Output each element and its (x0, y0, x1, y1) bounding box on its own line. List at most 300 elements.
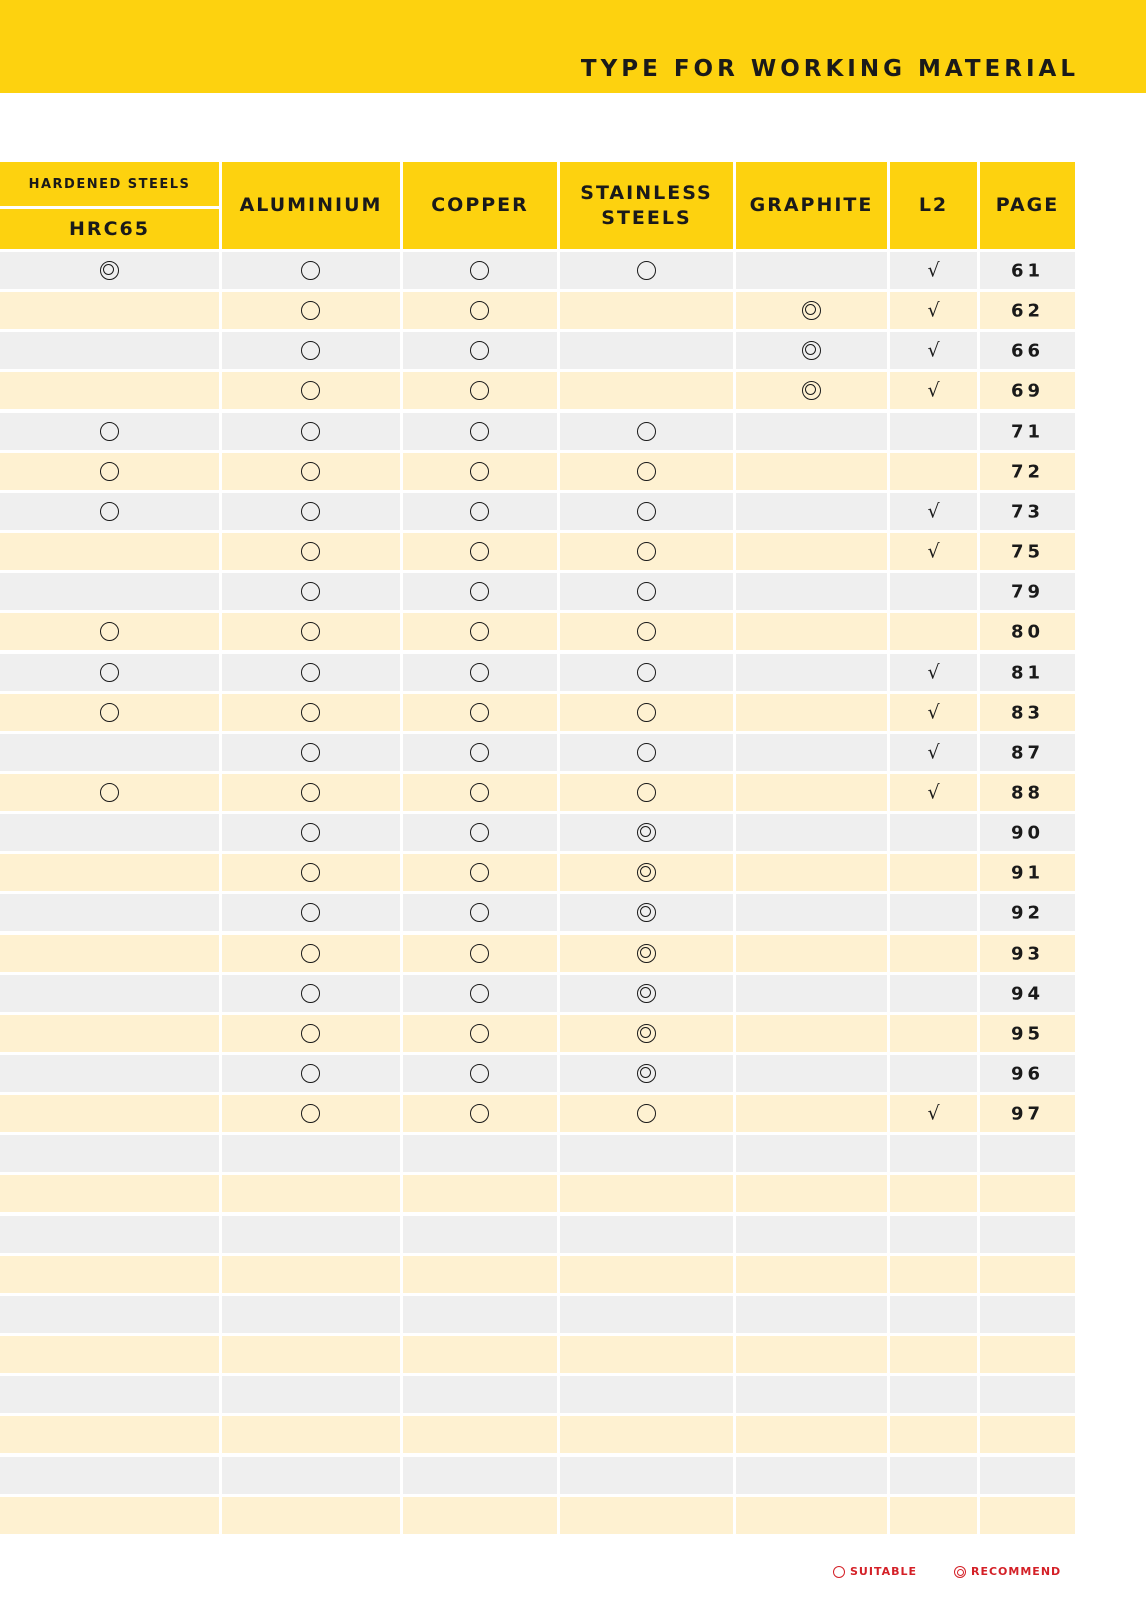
suitable-icon (470, 1104, 489, 1123)
cell-hrc65 (0, 613, 219, 650)
cell-page (980, 613, 1075, 650)
recommend-icon (637, 823, 656, 842)
cell-l2 (890, 814, 977, 851)
cell-graphite (736, 453, 887, 490)
suitable-icon (470, 1064, 489, 1083)
empty-table-row (0, 1376, 1146, 1413)
cell-stainless (560, 654, 733, 691)
cell-l2 (890, 413, 977, 450)
suitable-icon (470, 903, 489, 922)
page-number: 88 (1010, 782, 1045, 803)
empty-table-row (0, 1175, 1146, 1212)
cell-aluminium (222, 573, 400, 610)
cell-aluminium (222, 654, 400, 691)
cell-hrc65 (0, 1095, 219, 1132)
cell-aluminium (222, 894, 400, 931)
table-row (0, 935, 1146, 972)
cell-page (980, 935, 1075, 972)
page-number: 62 (1010, 300, 1045, 321)
cell-copper (403, 1296, 557, 1333)
col-header-copper: COPPER (403, 162, 557, 249)
check-icon: √ (927, 701, 940, 723)
cell-graphite (736, 774, 887, 811)
cell-copper (403, 734, 557, 771)
cell-hrc65 (0, 1175, 219, 1212)
cell-copper (403, 1497, 557, 1534)
cell-l2 (890, 1175, 977, 1212)
suitable-icon (100, 502, 119, 521)
page-number: 75 (1010, 541, 1045, 562)
cell-graphite (736, 252, 887, 289)
empty-table-row (0, 1296, 1146, 1333)
cell-page (980, 332, 1075, 369)
suitable-icon (470, 1024, 489, 1043)
cell-l2 (890, 774, 977, 811)
recommend-icon (100, 261, 119, 280)
cell-aluminium (222, 372, 400, 409)
empty-table-row (0, 1336, 1146, 1373)
cell-graphite (736, 573, 887, 610)
suitable-icon (470, 703, 489, 722)
col-header-aluminium: ALUMINIUM (222, 162, 400, 249)
suitable-icon (637, 422, 656, 441)
table-row (0, 734, 1146, 771)
col-header-l2: L2 (890, 162, 977, 249)
suitable-icon (470, 502, 489, 521)
suitable-icon (637, 542, 656, 561)
legend-suitable-label: SUITABLE (850, 1565, 918, 1578)
legend-recommend (954, 1565, 1061, 1578)
cell-stainless (560, 694, 733, 731)
cell-l2 (890, 734, 977, 771)
cell-graphite (736, 1376, 887, 1413)
col-header-graphite: GRAPHITE (736, 162, 887, 249)
suitable-icon (470, 381, 489, 400)
suitable-icon (301, 823, 320, 842)
cell-hrc65 (0, 694, 219, 731)
page-number: 83 (1010, 702, 1045, 723)
empty-table-row (0, 1216, 1146, 1253)
table-row (0, 975, 1146, 1012)
cell-copper (403, 694, 557, 731)
cell-copper (403, 1135, 557, 1172)
page-number: 61 (1010, 260, 1045, 281)
page-number: 92 (1010, 902, 1045, 923)
cell-stainless (560, 734, 733, 771)
recommend-icon (637, 944, 656, 963)
empty-table-row (0, 1135, 1146, 1172)
cell-graphite (736, 1135, 887, 1172)
cell-aluminium (222, 1055, 400, 1092)
cell-hrc65 (0, 814, 219, 851)
table-row (0, 774, 1146, 811)
page-number: 87 (1010, 742, 1045, 763)
check-icon: √ (927, 661, 940, 683)
cell-aluminium (222, 252, 400, 289)
suitable-icon (470, 663, 489, 682)
table-row (0, 694, 1146, 731)
suitable-icon (470, 301, 489, 320)
cell-graphite (736, 1015, 887, 1052)
cell-l2 (890, 1216, 977, 1253)
cell-aluminium (222, 1336, 400, 1373)
suitable-icon (470, 462, 489, 481)
recommend-icon (637, 863, 656, 882)
cell-graphite (736, 1095, 887, 1132)
cell-graphite (736, 332, 887, 369)
recommend-icon (802, 301, 821, 320)
cell-stainless (560, 854, 733, 891)
cell-graphite (736, 1497, 887, 1534)
cell-copper (403, 1457, 557, 1494)
cell-copper (403, 774, 557, 811)
legend-recommend-label: RECOMMEND (971, 1565, 1062, 1578)
table-row (0, 413, 1146, 450)
suitable-icon (637, 663, 656, 682)
cell-stainless (560, 1497, 733, 1534)
cell-hrc65 (0, 332, 219, 369)
cell-hrc65 (0, 1296, 219, 1333)
cell-hrc65 (0, 734, 219, 771)
cell-stainless (560, 493, 733, 530)
table-row (0, 372, 1146, 409)
table-row (0, 654, 1146, 691)
cell-page (980, 1175, 1075, 1212)
empty-table-row (0, 1256, 1146, 1293)
cell-copper (403, 1175, 557, 1212)
empty-table-row (0, 1416, 1146, 1453)
cell-aluminium (222, 533, 400, 570)
cell-hrc65 (0, 975, 219, 1012)
suitable-icon (301, 422, 320, 441)
check-icon: √ (927, 259, 940, 281)
cell-aluminium (222, 292, 400, 329)
cell-hrc65 (0, 1055, 219, 1092)
table-row (0, 332, 1146, 369)
cell-stainless (560, 1015, 733, 1052)
cell-stainless (560, 935, 733, 972)
cell-stainless (560, 1216, 733, 1253)
suitable-icon (301, 863, 320, 882)
cell-aluminium (222, 1216, 400, 1253)
cell-graphite (736, 292, 887, 329)
cell-page (980, 1216, 1075, 1253)
check-icon: √ (927, 781, 940, 803)
page-number: 72 (1010, 461, 1045, 482)
page-number: 96 (1010, 1063, 1045, 1084)
cell-copper (403, 1376, 557, 1413)
page-number: 79 (1010, 581, 1045, 602)
cell-graphite (736, 1055, 887, 1092)
cell-page (980, 1296, 1075, 1333)
suitable-icon (470, 582, 489, 601)
cell-graphite (736, 1336, 887, 1373)
cell-graphite (736, 1256, 887, 1293)
cell-hrc65 (0, 453, 219, 490)
cell-stainless (560, 372, 733, 409)
cell-copper (403, 573, 557, 610)
suitable-icon (301, 582, 320, 601)
table-row (0, 1095, 1146, 1132)
cell-page (980, 1015, 1075, 1052)
cell-graphite (736, 894, 887, 931)
table-row (0, 493, 1146, 530)
recommend-icon (637, 903, 656, 922)
cell-copper (403, 1055, 557, 1092)
cell-graphite (736, 1216, 887, 1253)
cell-l2 (890, 1015, 977, 1052)
cell-stainless (560, 814, 733, 851)
cell-hrc65 (0, 372, 219, 409)
cell-aluminium (222, 413, 400, 450)
cell-page (980, 453, 1075, 490)
cell-hrc65 (0, 854, 219, 891)
cell-l2 (890, 1457, 977, 1494)
cell-stainless (560, 252, 733, 289)
cell-page (980, 372, 1075, 409)
cell-copper (403, 854, 557, 891)
cell-graphite (736, 1416, 887, 1453)
suitable-icon (470, 422, 489, 441)
page-number: 97 (1010, 1103, 1045, 1124)
cell-graphite (736, 413, 887, 450)
cell-l2 (890, 1416, 977, 1453)
suitable-icon (637, 622, 656, 641)
table-row (0, 613, 1146, 650)
col-header-stainless-steels: STAINLESS STEELS (560, 162, 733, 249)
cell-page (980, 894, 1075, 931)
recommend-icon (802, 341, 821, 360)
suitable-icon (470, 542, 489, 561)
cell-graphite (736, 533, 887, 570)
cell-page (980, 654, 1075, 691)
recommend-icon (802, 381, 821, 400)
suitable-icon (637, 582, 656, 601)
cell-aluminium (222, 493, 400, 530)
cell-copper (403, 252, 557, 289)
cell-hrc65 (0, 1376, 219, 1413)
cell-l2 (890, 935, 977, 972)
page-number: 66 (1010, 340, 1045, 361)
cell-stainless (560, 573, 733, 610)
cell-hrc65 (0, 573, 219, 610)
cell-page (980, 1376, 1075, 1413)
cell-l2 (890, 533, 977, 570)
cell-stainless (560, 1095, 733, 1132)
cell-stainless (560, 1336, 733, 1373)
cell-graphite (736, 694, 887, 731)
cell-l2 (890, 1296, 977, 1333)
check-icon: √ (927, 379, 940, 401)
cell-l2 (890, 372, 977, 409)
cell-copper (403, 975, 557, 1012)
page-title: TYPE FOR WORKING MATERIAL (580, 56, 1079, 82)
cell-hrc65 (0, 1135, 219, 1172)
cell-graphite (736, 372, 887, 409)
cell-page (980, 1135, 1075, 1172)
cell-graphite (736, 1175, 887, 1212)
cell-l2 (890, 694, 977, 731)
cell-stainless (560, 453, 733, 490)
recommend-icon (637, 1064, 656, 1083)
cell-page (980, 1416, 1075, 1453)
cell-aluminium (222, 935, 400, 972)
page-number: 69 (1010, 380, 1045, 401)
suitable-icon (637, 703, 656, 722)
table-row (0, 292, 1146, 329)
cell-aluminium (222, 694, 400, 731)
cell-aluminium (222, 1376, 400, 1413)
cell-l2 (890, 1055, 977, 1092)
cell-stainless (560, 774, 733, 811)
table-row (0, 252, 1146, 289)
cell-hrc65 (0, 1457, 219, 1494)
cell-page (980, 533, 1075, 570)
suitable-icon (301, 381, 320, 400)
check-icon: √ (927, 540, 940, 562)
page-number: 71 (1010, 421, 1045, 442)
page-number: 80 (1010, 621, 1045, 642)
cell-copper (403, 372, 557, 409)
cell-l2 (890, 1135, 977, 1172)
check-icon: √ (927, 299, 940, 321)
cell-page (980, 292, 1075, 329)
cell-stainless (560, 1376, 733, 1413)
cell-aluminium (222, 1497, 400, 1534)
table-row (0, 1055, 1146, 1092)
cell-stainless (560, 1256, 733, 1293)
cell-graphite (736, 814, 887, 851)
cell-hrc65 (0, 292, 219, 329)
suitable-icon (301, 261, 320, 280)
cell-stainless (560, 1457, 733, 1494)
cell-graphite (736, 975, 887, 1012)
page-number: 95 (1010, 1023, 1045, 1044)
cell-stainless (560, 1296, 733, 1333)
cell-aluminium (222, 1175, 400, 1212)
table-row (0, 573, 1146, 610)
cell-stainless (560, 413, 733, 450)
cell-copper (403, 292, 557, 329)
check-icon: √ (927, 741, 940, 763)
cell-stainless (560, 613, 733, 650)
cell-stainless (560, 975, 733, 1012)
cell-page (980, 1497, 1075, 1534)
suitable-icon (100, 422, 119, 441)
cell-stainless (560, 292, 733, 329)
cell-graphite (736, 1296, 887, 1333)
cell-stainless (560, 1175, 733, 1212)
suitable-icon (301, 622, 320, 641)
suitable-icon (301, 1064, 320, 1083)
table-row (0, 1015, 1146, 1052)
cell-page (980, 573, 1075, 610)
cell-hrc65 (0, 1216, 219, 1253)
suitable-icon (301, 1104, 320, 1123)
suitable-icon (470, 341, 489, 360)
cell-stainless (560, 1055, 733, 1092)
check-icon: √ (927, 339, 940, 361)
cell-copper (403, 935, 557, 972)
page-number: 90 (1010, 822, 1045, 843)
cell-stainless (560, 894, 733, 931)
cell-copper (403, 1015, 557, 1052)
cell-page (980, 1457, 1075, 1494)
cell-page (980, 493, 1075, 530)
cell-l2 (890, 1376, 977, 1413)
cell-page (980, 854, 1075, 891)
cell-graphite (736, 935, 887, 972)
suitable-icon (301, 542, 320, 561)
cell-copper (403, 453, 557, 490)
cell-page (980, 252, 1075, 289)
suitable-icon (100, 783, 119, 802)
cell-aluminium (222, 1256, 400, 1293)
col-header-hrc65: HRC65 (0, 209, 219, 249)
suitable-icon (470, 743, 489, 762)
suitable-icon (301, 944, 320, 963)
suitable-icon (637, 261, 656, 280)
suitable-icon (100, 703, 119, 722)
cell-l2 (890, 854, 977, 891)
cell-aluminium (222, 453, 400, 490)
cell-copper (403, 654, 557, 691)
cell-copper (403, 1336, 557, 1373)
suitable-icon (301, 462, 320, 481)
suitable-icon (301, 301, 320, 320)
table-row (0, 814, 1146, 851)
cell-l2 (890, 1095, 977, 1132)
suitable-icon (470, 823, 489, 842)
cell-hrc65 (0, 1256, 219, 1293)
cell-copper (403, 533, 557, 570)
suitable-icon (637, 783, 656, 802)
suitable-icon (637, 1104, 656, 1123)
empty-table-row (0, 1497, 1146, 1534)
suitable-icon (301, 663, 320, 682)
cell-l2 (890, 252, 977, 289)
cell-l2 (890, 975, 977, 1012)
cell-page (980, 1256, 1075, 1293)
col-header-hardened-steels: HARDENED STEELS (0, 162, 219, 206)
page-number: 73 (1010, 501, 1045, 522)
suitable-icon (470, 783, 489, 802)
cell-aluminium (222, 1296, 400, 1333)
suitable-icon (301, 984, 320, 1003)
cell-hrc65 (0, 413, 219, 450)
cell-l2 (890, 493, 977, 530)
legend-suitable (833, 1565, 917, 1578)
cell-aluminium (222, 332, 400, 369)
cell-hrc65 (0, 935, 219, 972)
table-row (0, 854, 1146, 891)
cell-page (980, 774, 1075, 811)
suitable-icon (301, 703, 320, 722)
cell-hrc65 (0, 1497, 219, 1534)
cell-graphite (736, 613, 887, 650)
suitable-icon (301, 783, 320, 802)
cell-l2 (890, 1497, 977, 1534)
cell-page (980, 975, 1075, 1012)
cell-page (980, 1055, 1075, 1092)
page-number: 81 (1010, 662, 1045, 683)
check-icon: √ (927, 1102, 940, 1124)
cell-copper (403, 332, 557, 369)
cell-hrc65 (0, 252, 219, 289)
cell-hrc65 (0, 1015, 219, 1052)
table-row (0, 453, 1146, 490)
table-row (0, 533, 1146, 570)
